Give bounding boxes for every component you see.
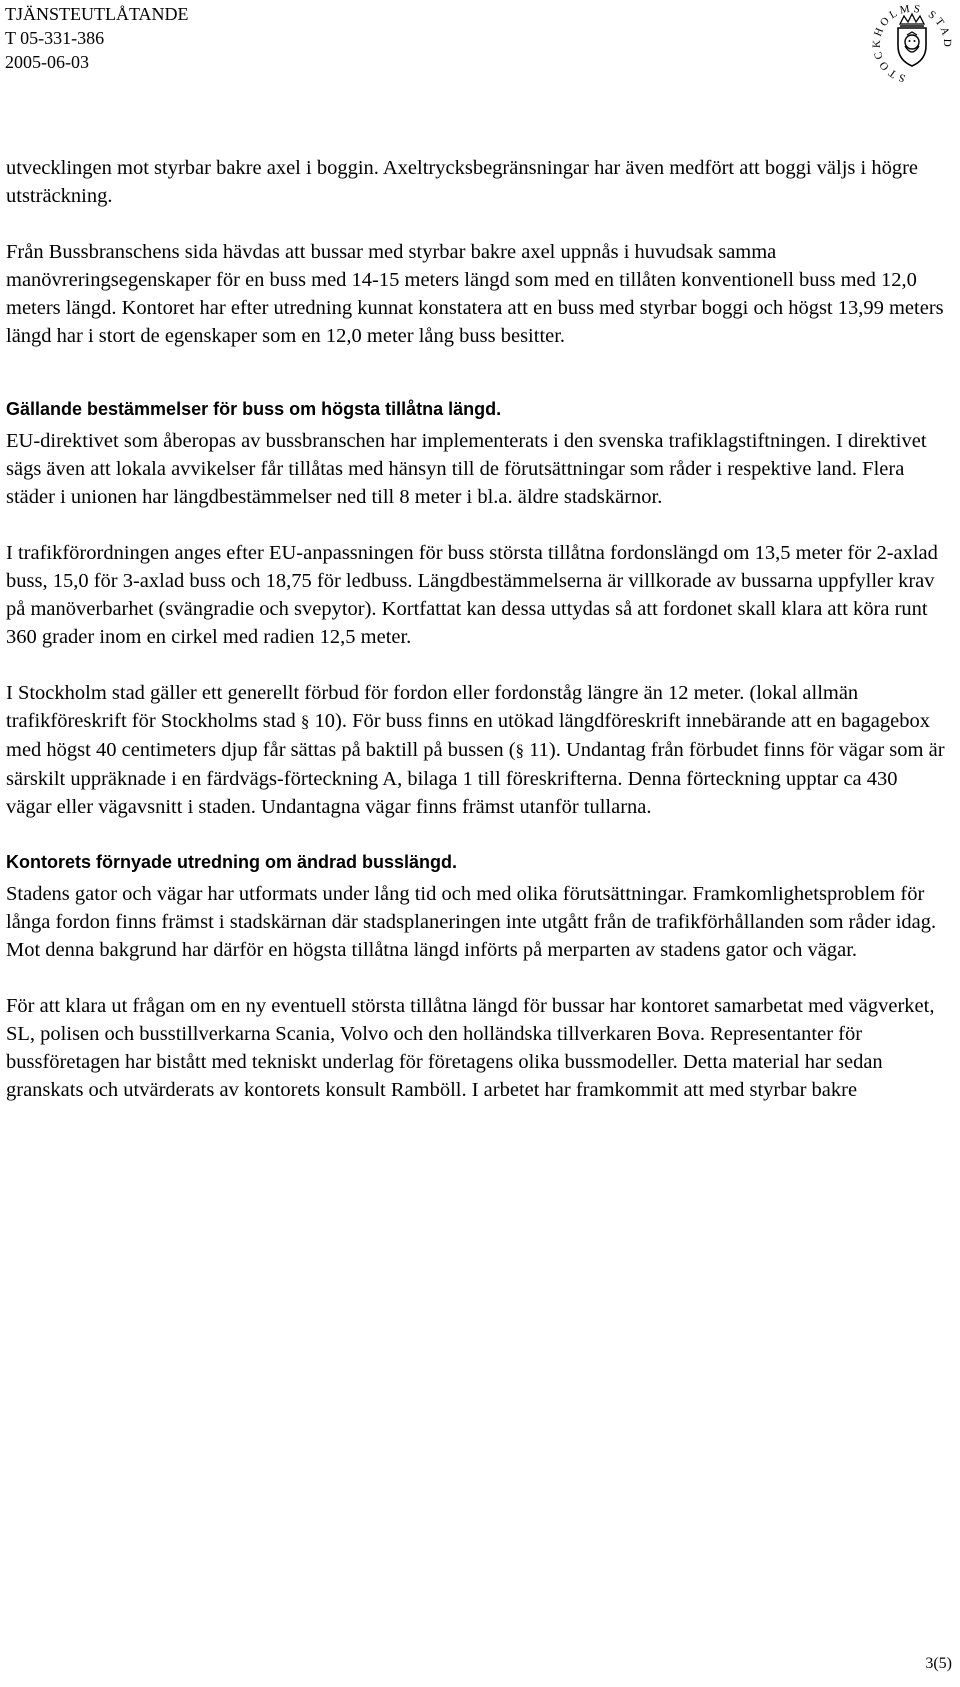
paragraph-traffic-ordinance: I trafikförordningen anges efter EU-anpassningen för buss största tillåtna fordonslängd om 13,5 meter för 2-axlad buss, 15,0 för 3-axlad buss och 18,75 för ledbuss. Längdbestämmelserna är villkorade av bussarna uppfyller krav på manöverbarhet (svängradie och svepytor). Kortfattat kan dessa uttydas så att fordonet skall klara att köra runt 360 grader inom en cirkel med radien 12,5 meter. [6,542,938,648]
stockholm-city-seal-icon [868,2,956,88]
document-date: 2005-06-03 [5,52,89,72]
seal-ring-text: STOCKHOLMS STAD [870,2,954,85]
heading-current-regulations: Gällande bestämmelser för buss om högsta tillåtna längd. [6,399,502,419]
document-type: TJÄNSTEUTLÅTANDE [5,4,189,24]
paragraph-collaboration: För att klara ut frågan om en ny eventuell största tillåtna längd för bussar har kontoret samarbetat med vägverket, SL, polisen och busstillverkarna Scania, Volvo och den holländska tillverkaren Bova. Representanter för bussföretagen har bistått med tekniskt underlag för företagens olika bussmodeller. Detta material har sedan granskats och utvärderats av kontorets konsult Ramböll. I arbetet har framkommit att med styrbar bakre [6,995,935,1101]
paragraph-stockholm-rules: I Stockholm stad gäller ett generellt förbud för fordon eller fordonståg längre än 12 meter. (lokal allmän trafikföreskrift för Stockholms stad § 10). För buss finns en utökad längdföreskrift innebärande att en bagagebox med högst 40 centimeters djup får sättas på baktill på bussen (§ 11). Undantag från förbudet finns för vägar som är särskilt uppräknade i en färdvägs-förteckning A, bilaga 1 till föreskrifterna. Denna förteckning upptar ca 430 vägar eller vägavsnitt i staden. Undantagna vägar finns främst utanför tullarna. [6,682,945,818]
document-body [6,154,946,1104]
section-sign: § [515,741,525,760]
section-sign: § [300,712,310,731]
reference-number: T 05-331-386 [5,28,105,48]
paragraph-axle: utvecklingen mot styrbar bakre axel i boggin. Axeltrycksbegränsningar har även medfört att boggi väljs i högre utsträckning. [6,157,918,207]
document-header [5,2,189,74]
paragraph-bus-industry: Från Bussbranschens sida hävdas att bussar med styrbar bakre axel uppnås i huvudsak samma manövreringsegenskaper för en buss med 14-15 meters längd som med en tillåten konventionell buss med 12,0 meters längd. Kontoret har efter utredning kunnat konstatera att en buss med styrbar boggi och högst 13,99 meters längd har i stort de egenskaper som en 12,0 meter lång buss besitter. [6,241,944,347]
paragraph-city-streets: Stadens gator och vägar har utformats under lång tid och med olika förutsättningar. Framkomlighetsproblem för långa fordon finns främst i stadskärnan där stadsplaneringen inte utgått från de trafikförhållanden som råder idag. Mot denna bakgrund har därför en högsta tillåtna längd införts på merparten av stadens gator och vägar. [6,883,937,961]
heading-renewed-investigation: Kontorets förnyade utredning om ändrad busslängd. [6,852,458,872]
page-number: 3(5) [925,1655,952,1672]
paragraph-eu-directive: EU-direktivet som åberopas av bussbranschen har implementerats i den svenska trafiklagstiftningen. I direktivet sägs även att lokala avvikelser får tillåtas med hänsyn till de förutsättningar som råder i respektive land. Flera städer i unionen har längdbestämmelser ned till 8 meter i bl.a. äldre stadskärnor. [6,430,927,508]
